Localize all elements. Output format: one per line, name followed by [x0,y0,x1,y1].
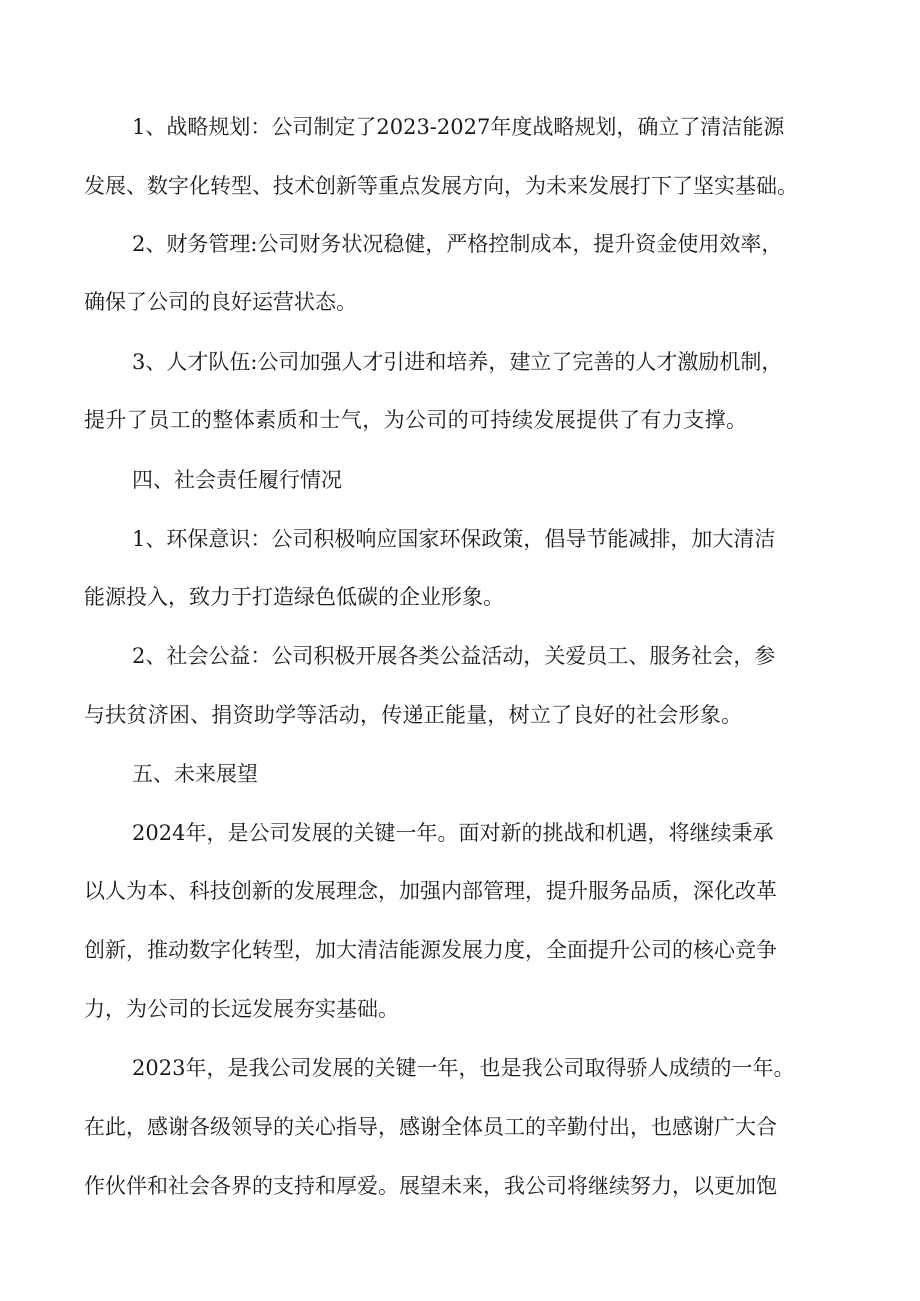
text-line: 在此，感谢各级领导的关心指导，感谢全体员工的辛勤付出，也感谢广大合 [84,1115,777,1139]
text-line: 作伙伴和社会各界的支持和厚爱。展望未来，我公司将继续努力，以更加饱 [84,1174,777,1198]
text-line: 与扶贫济困、捐资助学等活动，传递正能量，树立了良好的社会形象。 [84,703,742,727]
text-line: 2024年，是公司发展的关键一年。面对新的挑战和机遇，将继续秉承 [132,821,774,845]
text-line: 确保了公司的良好运营状态。 [84,290,357,314]
text-line: 3、人才队伍:公司加强人才引进和培养，建立了完善的人才激励机制， [132,350,783,374]
text-line: 力，为公司的长远发展夯实基础。 [84,997,399,1021]
text-line: 1、战略规划：公司制定了2023-2027年度战略规划，确立了清洁能源 [132,115,785,139]
text-line: 能源投入，致力于打造绿色低碳的企业形象。 [84,585,504,609]
section-heading: 四、社会责任履行情况 [132,468,342,492]
text-line: 2023年，是我公司发展的关键一年，也是我公司取得骄人成绩的一年。 [132,1056,795,1080]
section-heading: 五、未来展望 [132,762,258,786]
text-line: 1、环保意识：公司积极响应国家环保政策，倡导节能减排，加大清洁 [132,527,776,551]
text-line: 2、财务管理:公司财务状况稳健，严格控制成本，提升资金使用效率， [132,232,783,256]
text-line: 以人为本、科技创新的发展理念，加强内部管理，提升服务品质，深化改革 [84,879,777,903]
text-line: 提升了员工的整体素质和士气，为公司的可持续发展提供了有力支撑。 [84,408,747,432]
text-line: 发展、数字化转型、技术创新等重点发展方向，为未来发展打下了坚实基础。 [84,174,798,198]
text-line: 创新，推动数字化转型，加大清洁能源发展力度，全面提升公司的核心竞争 [84,938,777,962]
text-line: 2、社会公益：公司积极开展各类公益活动，关爱员工、服务社会，参 [132,644,776,668]
